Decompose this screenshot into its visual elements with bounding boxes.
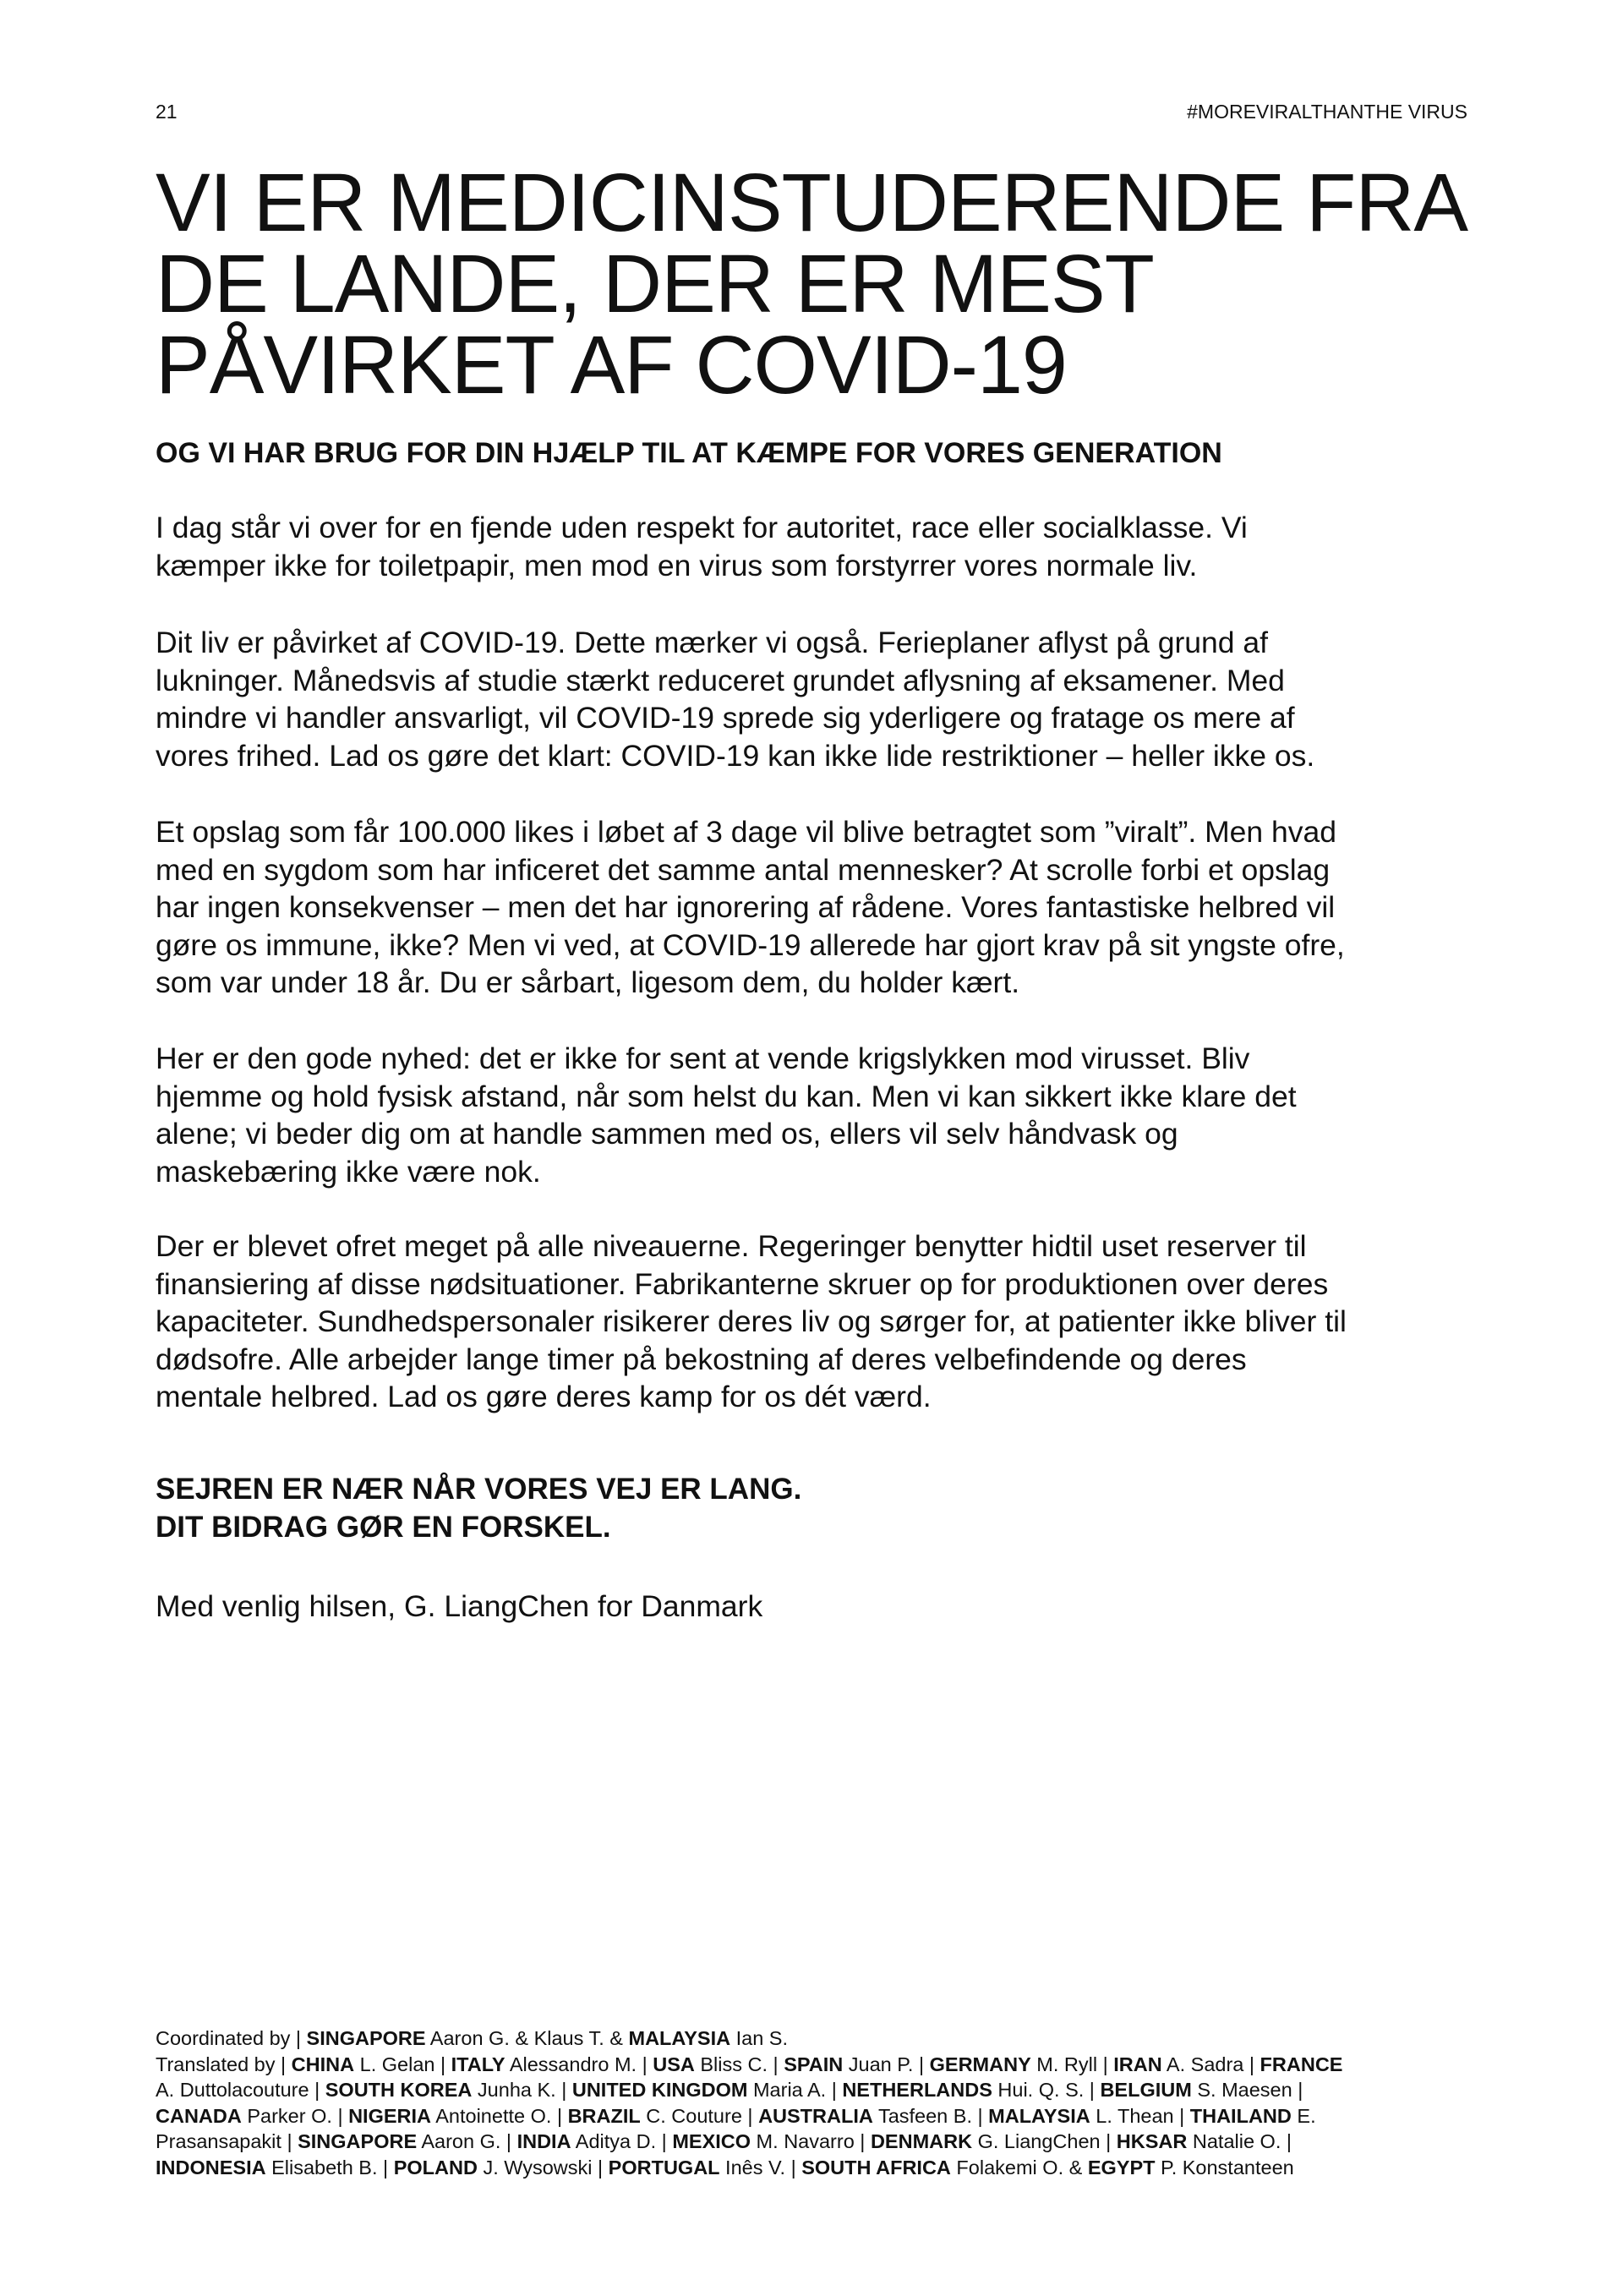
text-line: alene; vi beder dig om at handle sammen med os, ellers vil selv håndvask og bbox=[156, 1117, 1178, 1151]
text-line: kapaciteter. Sundhedspersonaler risikerer deres liv og sørger for, at patienter ikke bliver til bbox=[156, 1304, 1347, 1338]
page-number: 21 bbox=[156, 101, 178, 123]
country-name: SOUTH AFRICA bbox=[801, 2156, 951, 2178]
country-name: GERMANY bbox=[929, 2053, 1031, 2075]
country-name: SINGAPORE bbox=[298, 2130, 418, 2152]
country-name: FRANCE bbox=[1260, 2053, 1343, 2075]
country-name: ITALY bbox=[451, 2053, 505, 2075]
paragraph-2 bbox=[156, 624, 1467, 774]
signature: Med venlig hilsen, G. LiangChen for Danmark bbox=[156, 1589, 763, 1623]
paragraph-4 bbox=[156, 1040, 1467, 1190]
text-line: hjemme og hold fysisk afstand, når som helst du kan. Men vi kan sikkert ikke klare det bbox=[156, 1079, 1297, 1113]
text-line: gøre os immune, ikke? Men vi ved, at COVID-19 allerede har gjort krav på sit yngste ofre, bbox=[156, 927, 1345, 962]
country-name: INDIA bbox=[516, 2130, 571, 2152]
slogan-line: DIT BIDRAG GØR EN FORSKEL. bbox=[156, 1510, 611, 1544]
paragraph-3 bbox=[156, 813, 1467, 1002]
country-name: IRAN bbox=[1113, 2053, 1162, 2075]
text-line: har ingen konsekvenser – men det har ignorering af rådene. Vores fantastiske helbred vil bbox=[156, 890, 1336, 924]
country-name: THAILAND bbox=[1189, 2104, 1292, 2127]
country-name: SINGAPORE bbox=[306, 2027, 426, 2049]
country-name: BRAZIL bbox=[567, 2104, 641, 2127]
text-line: vores frihed. Lad os gøre det klart: COVID-19 kan ikke lide restriktioner – heller ikke os. bbox=[156, 738, 1315, 773]
credits-translated-line: A. Duttolacouture | SOUTH KOREA Junha K. | UNITED KINGDOM Maria A. | NETHERLANDS Hui. Q. S. | BELGIUM S. Maesen | bbox=[156, 2079, 1303, 2101]
slogan bbox=[156, 1471, 801, 1546]
country-name: AUSTRALIA bbox=[758, 2104, 873, 2127]
credits bbox=[156, 2025, 1474, 2180]
paragraph-5 bbox=[156, 1227, 1467, 1416]
country-name: EGYPT bbox=[1087, 2156, 1156, 2178]
country-name: DENMARK bbox=[870, 2130, 973, 2152]
text-line: som var under 18 år. Du er sårbart, ligesom dem, du holder kært. bbox=[156, 965, 1020, 999]
text-line: Der er blevet ofret meget på alle niveauerne. Regeringer benytter hidtil uset reserver til bbox=[156, 1229, 1307, 1263]
country-name: BELGIUM bbox=[1100, 2079, 1192, 2101]
text-line: maskebæring ikke være nok. bbox=[156, 1154, 541, 1189]
credits-translated-line: CANADA Parker O. | NIGERIA Antoinette O. | BRAZIL C. Couture | AUSTRALIA Tasfeen B. | MALAYSIA L. Thean | THAILAND E. bbox=[156, 2104, 1316, 2127]
text-line: Et opslag som får 100.000 likes i løbet af 3 dage vil blive betragtet som ”viralt”. Men hvad bbox=[156, 815, 1337, 849]
country-name: UNITED KINGDOM bbox=[571, 2079, 748, 2101]
text-line: med en sygdom som har inficeret det samme antal mennesker? At scrolle forbi et opslag bbox=[156, 852, 1331, 887]
country-name: POLAND bbox=[393, 2156, 478, 2178]
campaign-hashtag: #MOREVIRALTHANTHE VIRUS bbox=[1187, 101, 1467, 123]
country-name: NETHERLANDS bbox=[842, 2079, 992, 2101]
text-line: Her er den gode nyhed: det er ikke for sent at vende krigslykken mod virusset. Bliv bbox=[156, 1041, 1250, 1075]
text-line: I dag står vi over for en fjende uden respekt for autoritet, race eller socialklasse. Vi bbox=[156, 511, 1248, 544]
country-name: CANADA bbox=[156, 2104, 242, 2127]
paragraph-1 bbox=[156, 509, 1467, 584]
country-name: INDONESIA bbox=[156, 2156, 266, 2178]
title-line: DE LANDE, DER ER MEST bbox=[156, 238, 1154, 330]
title-line: VI ER MEDICINSTUDERENDE FRA bbox=[156, 156, 1468, 249]
text-line: finansiering af disse nødsituationer. Fabrikanterne skruer op for produktionen over deres bbox=[156, 1266, 1329, 1301]
subtitle: OG VI HAR BRUG FOR DIN HJÆLP TIL AT KÆMPE FOR VORES GENERATION bbox=[156, 437, 1222, 469]
country-name: MALAYSIA bbox=[628, 2027, 731, 2049]
country-name: MEXICO bbox=[672, 2130, 751, 2152]
country-name: SOUTH KOREA bbox=[325, 2079, 473, 2101]
country-name: NIGERIA bbox=[348, 2104, 432, 2127]
text-line: mentale helbred. Lad os gøre deres kamp for os dét værd. bbox=[156, 1380, 932, 1413]
credits-coordinated-line: Coordinated by | SINGAPORE Aaron G. & Klaus T. & MALAYSIA Ian S. bbox=[156, 2027, 789, 2049]
credits-translated-line: Prasansapakit | SINGAPORE Aaron G. | INDIA Aditya D. | MEXICO M. Navarro | DENMARK G. LiangChen | HKSAR Natalie O. | bbox=[156, 2130, 1292, 2152]
text-line: dødsofre. Alle arbejder lange timer på bekostning af deres velbefindende og deres bbox=[156, 1342, 1247, 1376]
credits-translated-line: Translated by | CHINA L. Gelan | ITALY Alessandro M. | USA Bliss C. | SPAIN Juan P. | GERMANY M. Ryll | IRAN A. Sadra | FRANCE bbox=[156, 2053, 1343, 2075]
text-line: kæmper ikke for toiletpapir, men mod en virus som forstyrrer vores normale liv. bbox=[156, 548, 1198, 582]
country-name: CHINA bbox=[291, 2053, 355, 2075]
country-name: HKSAR bbox=[1116, 2130, 1188, 2152]
credits-translated-line: INDONESIA Elisabeth B. | POLAND J. Wysowski | PORTUGAL Inês V. | SOUTH AFRICA Folakemi O. & EGYPT P. Konstanteen bbox=[156, 2156, 1294, 2178]
text-line: lukninger. Månedsvis af studie stærkt reduceret grundet aflysning af eksamener. Med bbox=[156, 663, 1285, 697]
country-name: USA bbox=[653, 2053, 695, 2075]
text-line: Dit liv er påvirket af COVID-19. Dette mærker vi også. Ferieplaner aflyst på grund af bbox=[156, 626, 1268, 659]
title-line: PÅVIRKET AF COVID-19 bbox=[156, 319, 1067, 411]
country-name: SPAIN bbox=[784, 2053, 844, 2075]
page-title bbox=[156, 156, 1508, 411]
country-name: MALAYSIA bbox=[988, 2104, 1090, 2127]
slogan-line: SEJREN ER NÆR NÅR VORES VEJ ER LANG. bbox=[156, 1473, 802, 1506]
text-line: mindre vi handler ansvarligt, vil COVID-19 sprede sig yderligere og fratage os mere af bbox=[156, 701, 1295, 735]
country-name: PORTUGAL bbox=[608, 2156, 720, 2178]
